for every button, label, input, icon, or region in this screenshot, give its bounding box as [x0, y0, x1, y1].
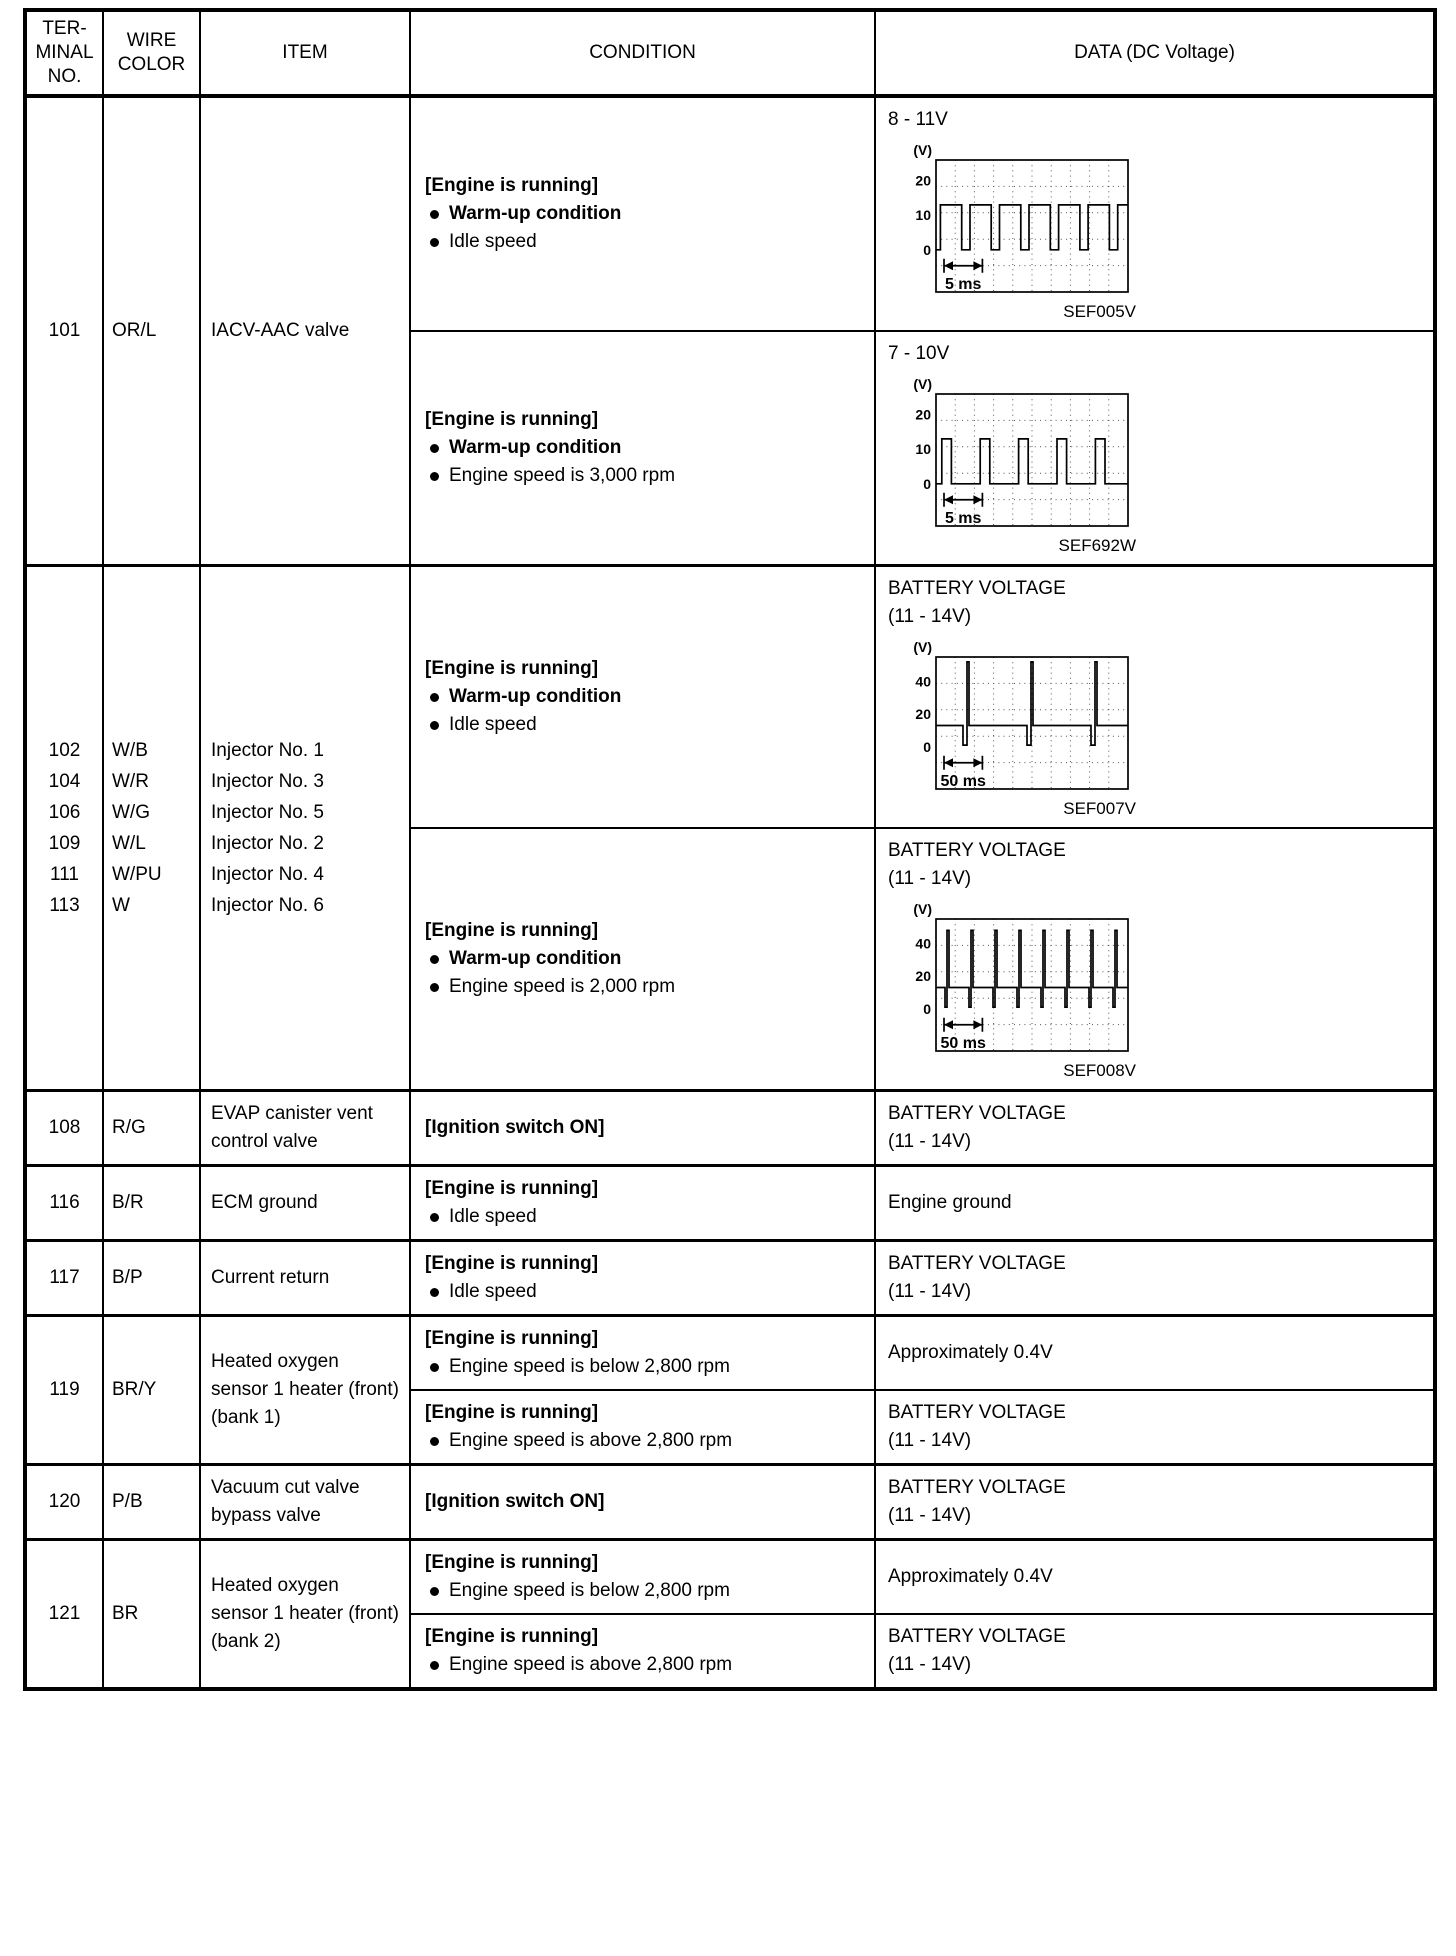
header-row: [25, 10, 1435, 96]
data-value: (11 - 14V): [888, 1654, 972, 1675]
oscilloscope-chart: [900, 140, 1136, 322]
svg-text:50 ms: 50 ms: [940, 1034, 986, 1052]
svg-text:20: 20: [915, 968, 931, 985]
svg-text:20: 20: [915, 172, 931, 189]
condition-bullet: Engine speed is below 2,800 rpm: [425, 1353, 860, 1381]
wire-color: R/G: [103, 1091, 200, 1166]
data-value: (11 - 14V): [888, 1505, 972, 1526]
item-label: Current return: [200, 1241, 410, 1316]
sef-code: SEF005V: [1063, 302, 1136, 321]
condition-title: [Engine is running]: [425, 1552, 599, 1573]
svg-text:10: 10: [915, 441, 931, 458]
condition-cell: [410, 1614, 875, 1689]
wire-color: BR/Y: [103, 1316, 200, 1465]
oscilloscope-chart: [900, 374, 1136, 556]
sef-code: SEF008V: [1063, 1061, 1136, 1080]
svg-text:0: 0: [923, 475, 931, 492]
condition-title: [Engine is running]: [425, 175, 599, 196]
svg-text:5 ms: 5 ms: [944, 275, 982, 293]
waveform-plot: [900, 637, 1136, 795]
condition-bullet: Warm-up condition: [425, 200, 860, 228]
svg-text:20: 20: [915, 706, 931, 723]
data-value: Approximately 0.4V: [888, 1342, 1053, 1363]
terminal-no: 116: [25, 1166, 103, 1241]
item-label: ECM ground: [200, 1166, 410, 1241]
col-header-terminal-no: TER- MINAL NO.: [25, 10, 103, 96]
col-header-wire-color: WIRE COLOR: [103, 10, 200, 96]
data-value: (11 - 14V): [888, 1281, 972, 1302]
terminal-no: 117: [25, 1241, 103, 1316]
condition-bullet: Warm-up condition: [425, 945, 860, 973]
svg-text:0: 0: [923, 738, 931, 755]
data-cell: [875, 1241, 1435, 1316]
data-cell: [875, 96, 1435, 331]
svg-text:(V): (V): [913, 376, 932, 392]
data-cell: [875, 1316, 1435, 1391]
condition-title: [Engine is running]: [425, 920, 599, 941]
wire-color: OR/L: [103, 96, 200, 566]
data-value: (11 - 14V): [888, 868, 972, 889]
condition-title: [Engine is running]: [425, 409, 599, 430]
condition-bullet: Engine speed is below 2,800 rpm: [425, 1577, 860, 1605]
data-value: BATTERY VOLTAGE: [888, 1402, 1066, 1423]
data-value: Approximately 0.4V: [888, 1566, 1053, 1587]
svg-text:40: 40: [915, 935, 931, 952]
data-cell: [875, 1390, 1435, 1465]
terminal-no: 108: [25, 1091, 103, 1166]
data-value: BATTERY VOLTAGE: [888, 1103, 1066, 1124]
wire-color: P/B: [103, 1465, 200, 1540]
terminal-no: 119: [25, 1316, 103, 1465]
svg-text:0: 0: [923, 1000, 931, 1017]
data-value: (11 - 14V): [888, 1131, 972, 1152]
condition-cell: [410, 1540, 875, 1615]
ecm-terminal-table: [23, 8, 1437, 1691]
data-value: BATTERY VOLTAGE: [888, 1477, 1066, 1498]
svg-text:10: 10: [915, 207, 931, 224]
condition-bullet: Idle speed: [425, 1278, 860, 1306]
condition-bullet: Engine speed is 3,000 rpm: [425, 462, 860, 490]
condition-cell: [410, 1241, 875, 1316]
condition-bullet: Warm-up condition: [425, 683, 860, 711]
condition-cell: [410, 566, 875, 829]
item-label: IACV-AAC valve: [200, 96, 410, 566]
item-label: Vacuum cut valve bypass valve: [200, 1465, 410, 1540]
data-value: 8 - 11V: [888, 109, 948, 130]
data-cell: [875, 1614, 1435, 1689]
condition-title: [Engine is running]: [425, 658, 599, 679]
condition-bullet: Idle speed: [425, 1203, 860, 1231]
condition-cell: [410, 1316, 875, 1391]
waveform-plot: [900, 899, 1136, 1057]
data-cell: [875, 1465, 1435, 1540]
data-value: (11 - 14V): [888, 606, 972, 627]
condition-cell: [410, 1091, 875, 1166]
svg-text:5 ms: 5 ms: [944, 509, 982, 527]
terminal-no: 120: [25, 1465, 103, 1540]
waveform-plot: [900, 374, 1136, 532]
data-value: BATTERY VOLTAGE: [888, 1253, 1066, 1274]
table-row-120: [25, 1465, 1435, 1540]
svg-text:20: 20: [915, 406, 931, 423]
wire-color: B/R: [103, 1166, 200, 1241]
condition-cell: [410, 828, 875, 1091]
col-header-data: DATA (DC Voltage): [875, 10, 1435, 96]
condition-cell: [410, 96, 875, 331]
data-value: (11 - 14V): [888, 1430, 972, 1451]
wire-color: W/B W/R W/G W/L W/PU W: [103, 566, 200, 1091]
condition-title: [Ignition switch ON]: [425, 1117, 605, 1138]
col-header-condition: CONDITION: [410, 10, 875, 96]
table-row-101-a: [25, 96, 1435, 331]
table-row-119-a: [25, 1316, 1435, 1391]
data-value: 7 - 10V: [888, 343, 950, 364]
data-cell: [875, 828, 1435, 1091]
sef-code: SEF692W: [1058, 536, 1136, 555]
svg-text:(V): (V): [913, 639, 932, 655]
condition-bullet: Idle speed: [425, 711, 860, 739]
wire-color: B/P: [103, 1241, 200, 1316]
condition-title: [Engine is running]: [425, 1253, 599, 1274]
waveform-plot: [900, 140, 1136, 298]
wire-color: BR: [103, 1540, 200, 1690]
svg-text:(V): (V): [913, 901, 932, 917]
data-value: BATTERY VOLTAGE: [888, 1626, 1066, 1647]
condition-cell: [410, 331, 875, 566]
item-label: Heated oxygen sensor 1 heater (front) (bank 1): [200, 1316, 410, 1465]
data-cell: [875, 1540, 1435, 1615]
condition-cell: [410, 1465, 875, 1540]
terminal-no: 121: [25, 1540, 103, 1690]
col-header-item: ITEM: [200, 10, 410, 96]
svg-text:50 ms: 50 ms: [940, 772, 986, 790]
oscilloscope-chart: [900, 637, 1136, 819]
condition-title: [Engine is running]: [425, 1178, 599, 1199]
condition-bullet: Engine speed is 2,000 rpm: [425, 973, 860, 1001]
item-label: Heated oxygen sensor 1 heater (front) (bank 2): [200, 1540, 410, 1690]
table-row-117: [25, 1241, 1435, 1316]
condition-cell: [410, 1390, 875, 1465]
data-value: BATTERY VOLTAGE: [888, 840, 1066, 861]
condition-cell: [410, 1166, 875, 1241]
condition-bullet: Engine speed is above 2,800 rpm: [425, 1427, 860, 1455]
svg-text:40: 40: [915, 673, 931, 690]
data-value: BATTERY VOLTAGE: [888, 578, 1066, 599]
terminal-no: 102 104 106 109 111 113: [25, 566, 103, 1091]
condition-bullet: Idle speed: [425, 228, 860, 256]
terminal-no: 101: [25, 96, 103, 566]
condition-bullet: Warm-up condition: [425, 434, 860, 462]
condition-title: [Engine is running]: [425, 1328, 599, 1349]
item-label: Injector No. 1 Injector No. 3 Injector No. 5 Injector No. 2 Injector No. 4 Injector No. 6: [200, 566, 410, 1091]
data-cell: [875, 331, 1435, 566]
table-row-injectors-a: [25, 566, 1435, 829]
data-value: Engine ground: [888, 1192, 1012, 1213]
condition-bullet: Engine speed is above 2,800 rpm: [425, 1651, 860, 1679]
table-row-108: [25, 1091, 1435, 1166]
data-cell: [875, 1166, 1435, 1241]
condition-title: [Engine is running]: [425, 1626, 599, 1647]
condition-title: [Ignition switch ON]: [425, 1491, 605, 1512]
data-cell: [875, 1091, 1435, 1166]
sef-code: SEF007V: [1063, 799, 1136, 818]
svg-text:0: 0: [923, 241, 931, 258]
data-cell: [875, 566, 1435, 829]
item-label: EVAP canister vent control valve: [200, 1091, 410, 1166]
svg-text:(V): (V): [913, 142, 932, 158]
condition-title: [Engine is running]: [425, 1402, 599, 1423]
oscilloscope-chart: [900, 899, 1136, 1081]
table-row-121-a: [25, 1540, 1435, 1615]
table-row-116: [25, 1166, 1435, 1241]
